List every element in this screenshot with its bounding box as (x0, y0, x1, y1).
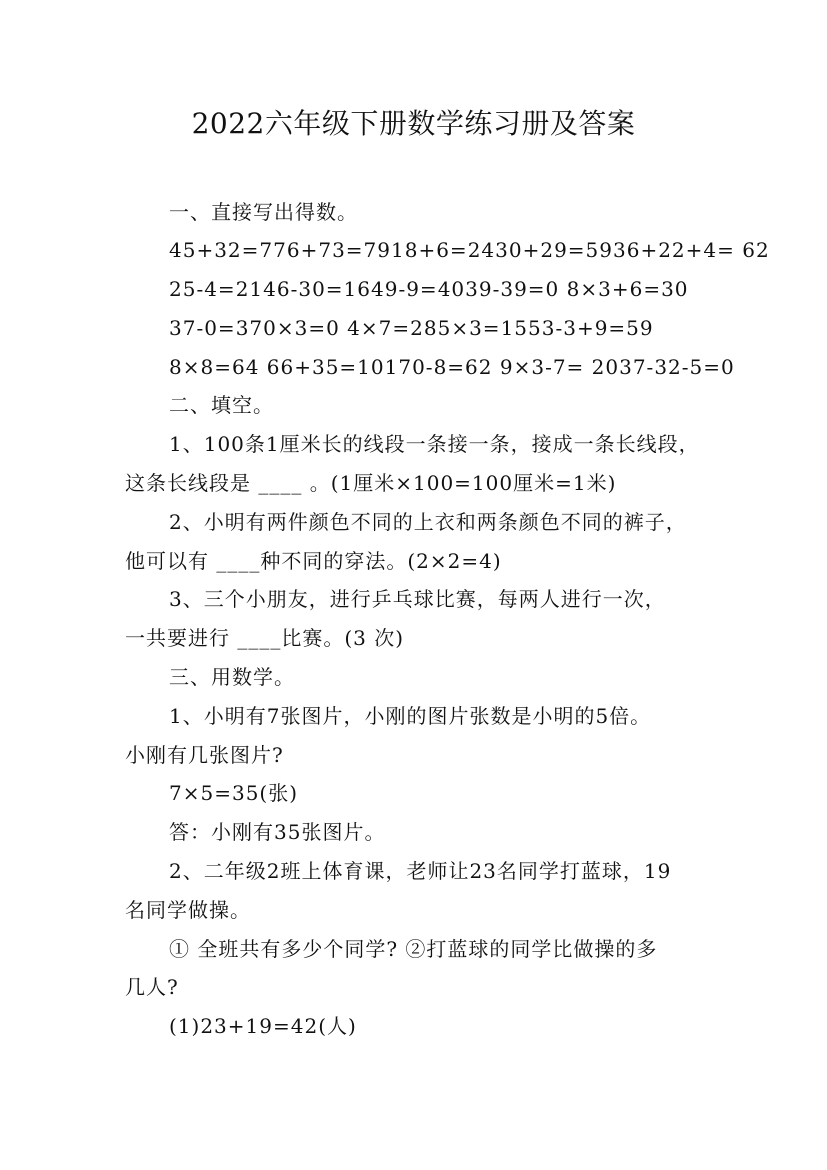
text-line: 这条长线段是 ____ 。(1厘米×100=100厘米=1米) (125, 471, 617, 495)
section-heading-1: 一、直接写出得数。 (169, 200, 358, 224)
text-line: 答：小刚有35张图片。 (169, 820, 386, 844)
text-line: 2、小明有两件颜色不同的上衣和两条颜色不同的裤子， (169, 510, 687, 534)
text-line: 1、100条1厘米长的线段一条接一条，接成一条长线段， (169, 432, 700, 456)
text-line: 1、小明有7张图片，小刚的图片张数是小明的5倍。 (169, 704, 652, 728)
document-title: 2022六年级下册数学练习册及答案 (191, 107, 636, 140)
section-heading-3: 三、用数学。 (169, 665, 295, 689)
text-line: 他可以有 ____种不同的穿法。(2×2=4) (125, 549, 502, 573)
text-line: 名同学做操。 (125, 898, 251, 922)
text-line: 小刚有几张图片? (125, 743, 284, 767)
text-line: 7×5=35(张) (169, 781, 299, 805)
text-line: 3、三个小朋友，进行乒乓球比赛，每两人进行一次， (169, 587, 666, 611)
text-line: (1)23+19=42(人) (169, 1014, 357, 1038)
text-line: 8×8=64 66+35=10170-8=62 9×3-7= 2037-32-5=0 (169, 355, 735, 379)
text-line: 37-0=370×3=0 4×7=285×3=1553-3+9=59 (169, 316, 654, 340)
text-line: 2、二年级2班上体育课，老师让23名同学打蓝球，19 (169, 859, 672, 883)
text-line: ① 全班共有多少个同学? ②打蓝球的同学比做操的多 (169, 937, 658, 961)
text-line: 45+32=776+73=7918+6=2430+29=5936+22+4= 62 (169, 238, 770, 262)
text-line: 一共要进行 ____比赛。(3 次) (125, 626, 405, 650)
section-heading-2: 二、填空。 (169, 393, 274, 417)
text-line: 几人? (125, 975, 179, 999)
text-line: 25-4=2146-30=1649-9=4039-39=0 8×3+6=30 (169, 277, 689, 301)
